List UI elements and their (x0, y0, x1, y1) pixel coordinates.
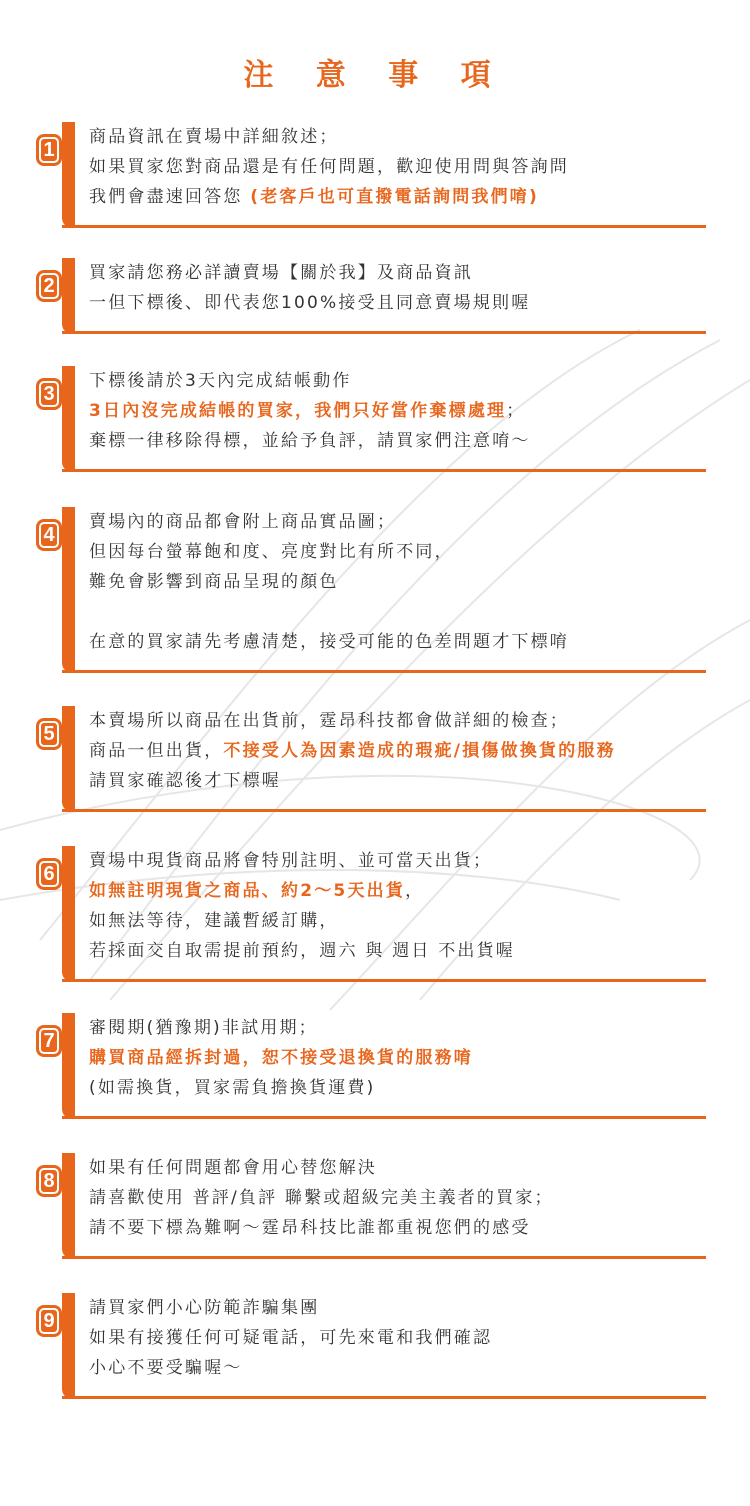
body-text: ， (405, 881, 425, 901)
highlight-text: 3日內沒完成結帳的買家，我們只好當作棄標處理 (89, 401, 507, 421)
notice-item-8 (36, 1153, 706, 1259)
notice-line (89, 1353, 709, 1383)
body-text: 但因每台螢幕飽和度、亮度對比有所不同， (89, 542, 454, 562)
highlight-text: 購買商品經拆封過，恕不接受退換貨的服務唷 (89, 1048, 473, 1068)
highlight-text: 不接受人為因素造成的瑕疵/損傷做換貨的服務 (223, 741, 616, 761)
accent-underline (62, 225, 706, 228)
notice-line (89, 706, 709, 736)
accent-underline (62, 670, 706, 673)
notice-text (89, 1013, 709, 1103)
accent-bar (62, 122, 75, 228)
notice-item-1 (36, 122, 706, 228)
number-badge-label: 6 (39, 861, 59, 887)
notice-item-4 (36, 507, 706, 673)
body-text: 一但下標後、即代表您100%接受且同意賣場規則喔 (89, 293, 531, 313)
notice-line (89, 936, 709, 966)
notice-text (89, 1153, 709, 1243)
number-badge (36, 858, 62, 890)
accent-bar (62, 507, 75, 673)
number-badge (36, 1165, 62, 1197)
notice-item-7 (36, 1013, 706, 1119)
number-badge (36, 378, 62, 410)
body-text: 棄標一律移除得標，並給予負評，請買家們注意唷～ (89, 431, 531, 451)
notice-text (89, 706, 709, 796)
number-badge (36, 718, 62, 750)
number-badge-label: 1 (39, 137, 59, 163)
body-text: 若採面交自取需提前預約，週六 與 週日 不出貨喔 (89, 941, 516, 961)
body-text: 如果買家您對商品還是有任何問題，歡迎使用問與答詢問 (89, 157, 569, 177)
accent-underline (62, 1396, 706, 1399)
notice-text (89, 507, 709, 657)
page-title: 注 意 事 項 (243, 58, 507, 93)
notice-line (89, 507, 709, 537)
body-text: 如果有任何問題都會用心替您解決 (89, 1158, 377, 1178)
number-badge (36, 134, 62, 166)
notice-line (89, 567, 709, 597)
notice-line (89, 1073, 709, 1103)
notice-line (89, 597, 709, 627)
notice-line (89, 627, 709, 657)
highlight-text: (老客戶也可直撥電話詢問我們唷) (250, 187, 539, 207)
notice-line (89, 258, 709, 288)
number-badge (36, 270, 62, 302)
notice-line (89, 1293, 709, 1323)
body-text: 請喜歡使用 普評/負評 聯繫或超級完美主義者的買家； (89, 1188, 554, 1208)
notice-line (89, 1323, 709, 1353)
number-badge-label: 7 (39, 1028, 59, 1054)
number-badge (36, 1305, 62, 1337)
body-text: 商品一但出貨， (89, 741, 224, 761)
notice-item-5 (36, 706, 706, 812)
body-text: 在意的買家請先考慮清楚，接受可能的色差問題才下標唷 (89, 632, 569, 652)
notice-line (89, 122, 709, 152)
accent-bar (62, 1293, 75, 1399)
notice-line (89, 1213, 709, 1243)
notice-line (89, 1043, 709, 1073)
accent-bar (62, 366, 75, 472)
body-text: (如需換貨，買家需負擔換貨運費) (89, 1078, 376, 1098)
body-text: 賣場內的商品都會附上商品實品圖； (89, 512, 397, 532)
notice-line (89, 1013, 709, 1043)
notice-item-2 (36, 258, 706, 334)
accent-bar (62, 1013, 75, 1119)
body-text: 商品資訊在賣場中詳細敘述； (89, 127, 339, 147)
notice-text (89, 846, 709, 966)
accent-bar (62, 258, 75, 334)
number-badge-label: 9 (39, 1308, 59, 1334)
accent-underline (62, 1116, 706, 1119)
notice-line (89, 537, 709, 567)
body-text: 請買家們小心防範詐騙集團 (89, 1298, 320, 1318)
number-badge (36, 1025, 62, 1057)
notice-line (89, 366, 709, 396)
notice-text (89, 258, 709, 318)
notice-line (89, 1153, 709, 1183)
body-text: 本賣場所以商品在出貨前，霆昂科技都會做詳細的檢查； (89, 711, 569, 731)
body-text: 賣場中現貨商品將會特別註明、並可當天出貨； (89, 851, 493, 871)
notice-item-9 (36, 1293, 706, 1399)
notice-item-6 (36, 846, 706, 982)
notice-line (89, 906, 709, 936)
accent-bar (62, 1153, 75, 1259)
accent-underline (62, 1256, 706, 1259)
notice-item-3 (36, 366, 706, 472)
notice-text (89, 122, 709, 212)
notice-line (89, 396, 709, 426)
body-text: 下標後請於3天內完成結帳動作 (89, 371, 352, 391)
number-badge-label: 5 (39, 721, 59, 747)
body-text: 小心不要受騙喔～ (89, 1358, 243, 1378)
notice-line (89, 1183, 709, 1213)
body-text: 如果有接獲任何可疑電話，可先來電和我們確認 (89, 1328, 493, 1348)
body-text: 難免會影響到商品呈現的顏色 (89, 572, 339, 592)
number-badge (36, 519, 62, 551)
body-text: 買家請您務必詳讀賣場【關於我】及商品資訊 (89, 263, 473, 283)
body-text: 審閱期(猶豫期)非試用期； (89, 1018, 318, 1038)
highlight-text: 如無註明現貨之商品、約2～5天出貨 (89, 881, 406, 901)
body-text: 我們會盡速回答您 (89, 187, 251, 207)
notice-text (89, 1293, 709, 1383)
accent-underline (62, 469, 706, 472)
notice-line (89, 876, 709, 906)
body-text: 請不要下標為難啊～霆昂科技比誰都重視您們的感受 (89, 1218, 531, 1238)
number-badge-label: 3 (39, 381, 59, 407)
notice-line (89, 182, 709, 212)
notice-line (89, 288, 709, 318)
notice-line (89, 766, 709, 796)
number-badge-label: 2 (39, 273, 59, 299)
number-badge-label: 4 (39, 522, 59, 548)
notice-line (89, 736, 709, 766)
accent-underline (62, 809, 706, 812)
body-text: ； (506, 401, 526, 421)
number-badge-label: 8 (39, 1168, 59, 1194)
notice-line (89, 846, 709, 876)
notice-text (89, 366, 709, 456)
body-text: 請買家確認後才下標喔 (89, 771, 281, 791)
accent-underline (62, 979, 706, 982)
accent-bar (62, 706, 75, 812)
notice-line (89, 426, 709, 456)
accent-bar (62, 846, 75, 982)
notice-line (89, 152, 709, 182)
accent-underline (62, 331, 706, 334)
body-text: 如無法等待，建議暫緩訂購， (89, 911, 339, 931)
